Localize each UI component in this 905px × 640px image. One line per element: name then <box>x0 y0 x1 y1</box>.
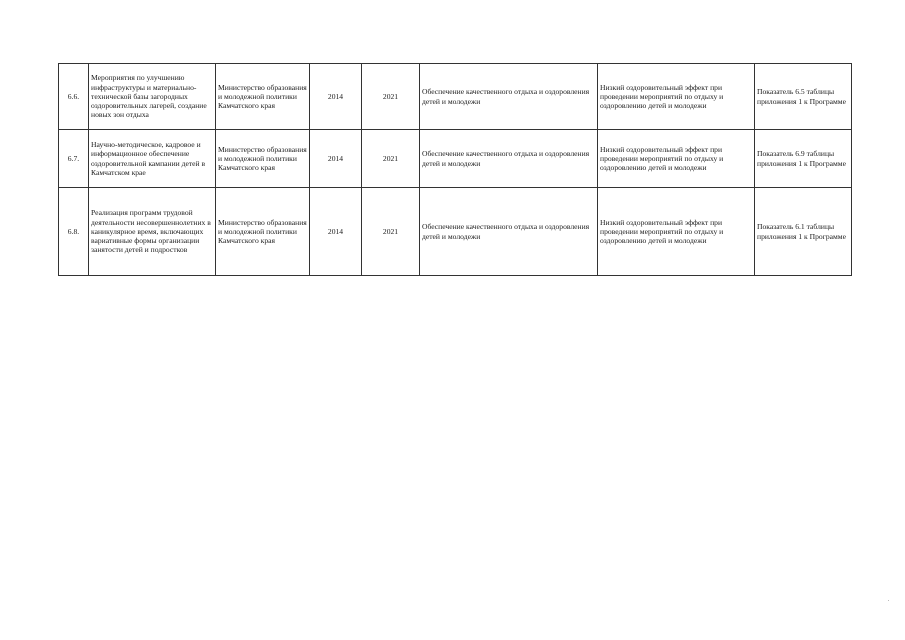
activity-name: Научно-методическое, кадровое и информационное обеспечение оздоровительной кампании детей в Камчатском крае <box>89 130 216 188</box>
expected-result: Обеспечение качественного отдыха и оздоровления детей и молодежи <box>420 64 598 130</box>
indicator: Показатель 6.9 таблицы приложения 1 к Программе <box>755 130 852 188</box>
start-year: 2014 <box>310 64 362 130</box>
row-number: 6.6. <box>59 64 89 130</box>
consequences: Низкий оздоровительный эффект при проведении мероприятий по отдыху и оздоровлению детей и молодежи <box>598 188 755 276</box>
table-row <box>59 188 852 276</box>
expected-result: Обеспечение качественного отдыха и оздоровления детей и молодежи <box>420 188 598 276</box>
indicator: Показатель 6.5 таблицы приложения 1 к Программе <box>755 64 852 130</box>
indicator: Показатель 6.1 таблицы приложения 1 к Программе <box>755 188 852 276</box>
scan-speck <box>888 600 889 601</box>
consequences: Низкий оздоровительный эффект при проведении мероприятий по отдыху и оздоровлению детей и молодежи <box>598 64 755 130</box>
executor: Министерство образования и молодежной политики Камчатского края <box>216 130 310 188</box>
executor: Министерство образования и молодежной политики Камчатского края <box>216 188 310 276</box>
row-number: 6.8. <box>59 188 89 276</box>
table-row <box>59 130 852 188</box>
consequences: Низкий оздоровительный эффект при проведении мероприятий по отдыху и оздоровлению детей и молодежи <box>598 130 755 188</box>
start-year: 2014 <box>310 130 362 188</box>
activity-name: Мероприятия по улучшению инфраструктуры и материально-технической базы загородных оздоровительных лагерей, создание новых зон отдыха <box>89 64 216 130</box>
end-year: 2021 <box>362 130 420 188</box>
expected-result: Обеспечение качественного отдыха и оздоровления детей и молодежи <box>420 130 598 188</box>
activity-name: Реализация программ трудовой деятельности несовершеннолетних в каникулярное время, включающих вариативные формы организации занятости детей и подростков <box>89 188 216 276</box>
executor: Министерство образования и молодежной политики Камчатского края <box>216 64 310 130</box>
end-year: 2021 <box>362 64 420 130</box>
start-year: 2014 <box>310 188 362 276</box>
program-activities-table <box>58 63 852 276</box>
row-number: 6.7. <box>59 130 89 188</box>
table-row <box>59 64 852 130</box>
end-year: 2021 <box>362 188 420 276</box>
